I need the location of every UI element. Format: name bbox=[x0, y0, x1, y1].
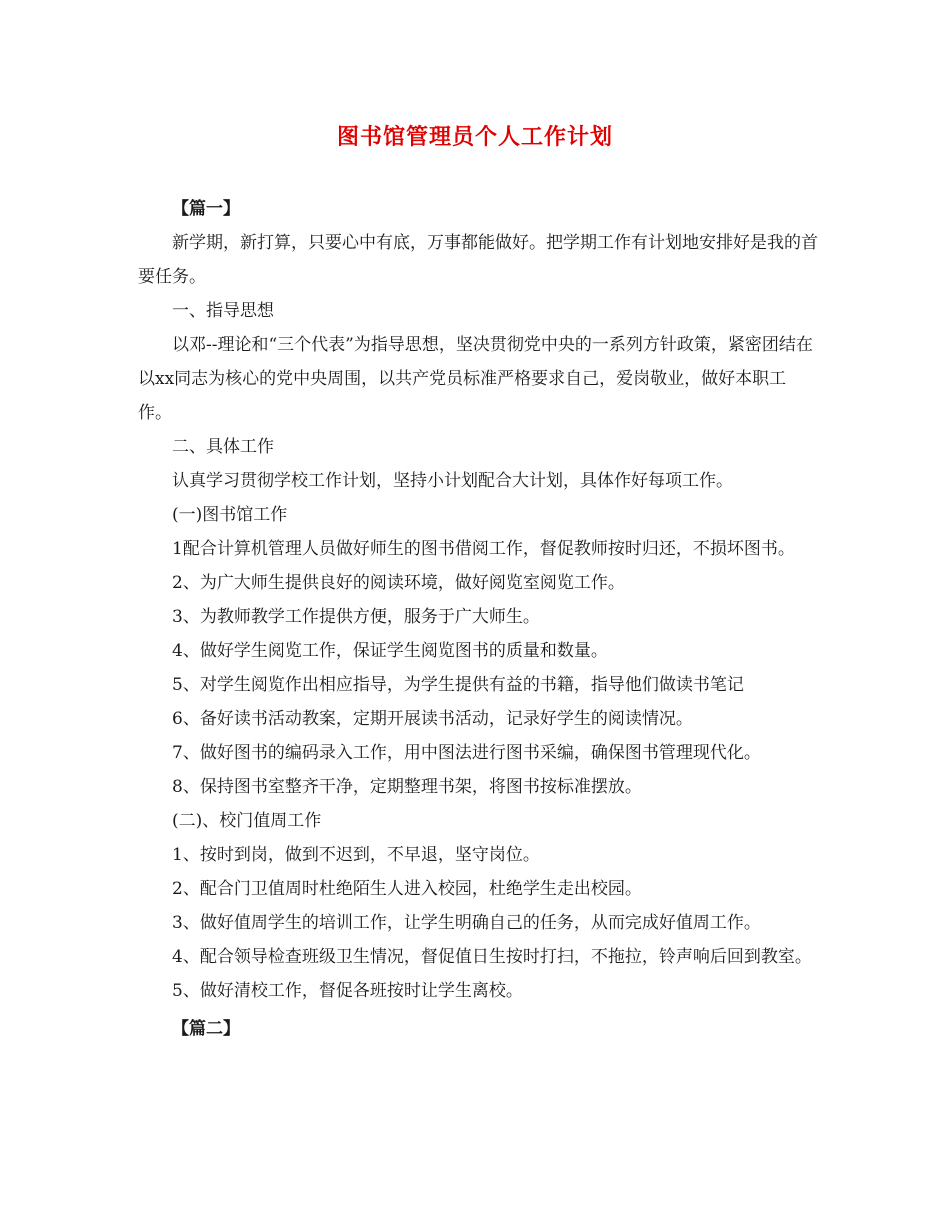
list-item: 8、保持图书室整齐干净，定期整理书架，将图书按标准摆放。 bbox=[172, 777, 642, 797]
list-item: 2、为广大师生提供良好的阅读环境，做好阅览室阅览工作。 bbox=[172, 573, 625, 593]
subheading-library-work: (一)图书馆工作 bbox=[172, 505, 288, 525]
list-item: 4、做好学生阅览工作，保证学生阅览图书的质量和数量。 bbox=[172, 641, 608, 661]
list-item: 3、做好值周学生的培训工作，让学生明确自己的任务，从而完成好值周工作。 bbox=[172, 913, 761, 933]
heading-guiding-thought: 一、指导思想 bbox=[172, 301, 274, 321]
list-item: 2、配合门卫值周时杜绝陌生人进入校园，杜绝学生走出校园。 bbox=[172, 879, 642, 899]
list-item: 1配合计算机管理人员做好师生的图书借阅工作，督促教师按时归还，不损坏图书。 bbox=[172, 539, 795, 559]
list-item: 4、配合领导检查班级卫生情况，督促值日生按时打扫，不拖拉，铃声响后回到教室。 bbox=[172, 947, 812, 967]
document-body bbox=[138, 192, 818, 1046]
paragraph: 认真学习贯彻学校工作计划，坚持小计划配合大计划，具体作好每项工作。 bbox=[172, 471, 733, 491]
paragraph: 新学期，新打算，只要心中有底，万事都能做好。把学期工作有计划地安排好是我的首要任务。 bbox=[138, 233, 818, 287]
list-item: 5、做好清校工作，督促各班按时让学生离校。 bbox=[172, 981, 523, 1001]
paragraph: 以邓--理论和“三个代表”为指导思想，坚决贯彻党中央的一系列方针政策，紧密团结在以xx同志为核心的党中央周围，以共产党员标准严格要求自己，爱岗敬业，做好本职工作。 bbox=[138, 335, 813, 423]
list-item: 7、做好图书的编码录入工作，用中图法进行图书采编，确保图书管理现代化。 bbox=[172, 743, 761, 763]
list-item: 6、备好读书活动教案，定期开展读书活动，记录好学生的阅读情况。 bbox=[172, 709, 693, 729]
list-item: 5、对学生阅览作出相应指导，为学生提供有益的书籍，指导他们做读书笔记 bbox=[172, 675, 744, 695]
list-item: 3、为教师教学工作提供方便，服务于广大师生。 bbox=[172, 607, 540, 627]
heading-specific-work: 二、具体工作 bbox=[172, 437, 274, 457]
subheading-gate-duty: (二)、校门值周工作 bbox=[172, 811, 322, 831]
list-item: 1、按时到岗，做到不迟到，不早退，坚守岗位。 bbox=[172, 845, 540, 865]
section-heading-1: 【篇一】 bbox=[172, 199, 240, 219]
section-heading-2: 【篇二】 bbox=[172, 1019, 240, 1039]
document-title: 图书馆管理员个人工作计划 bbox=[336, 124, 613, 150]
